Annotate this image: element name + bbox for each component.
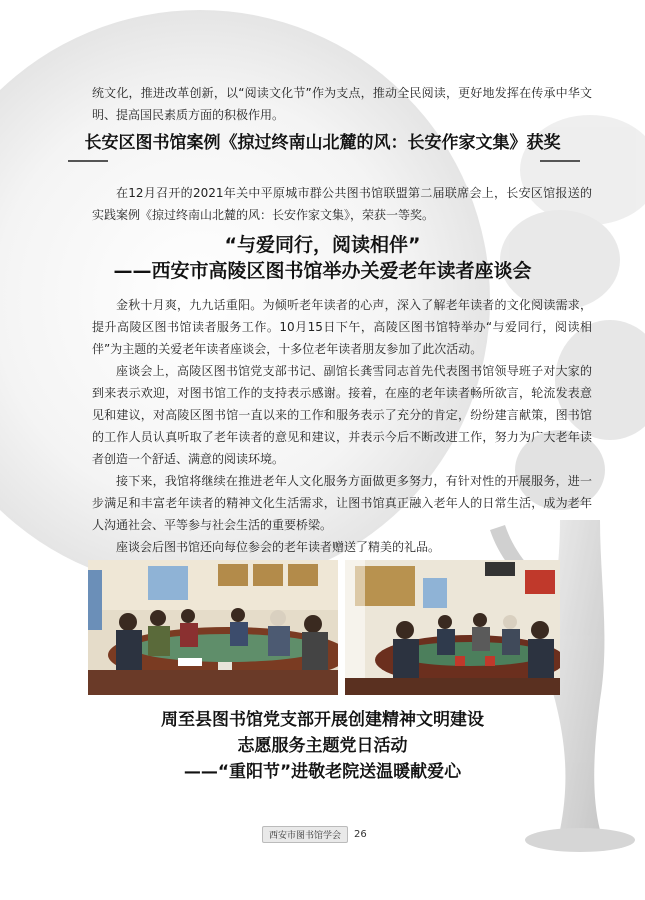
footer-publication: 西安市图书馆学会 [262, 826, 348, 843]
page-number: 26 [354, 828, 367, 840]
section2-paragraph-2: 座谈会上，高陵区图书馆党支部书记、副馆长龚雪同志首先代表图书馆领导班子对大家的到来表示欢迎，对图书馆工作的支持表示感谢。接着，在座的老年读者畅所欲言，轮流发表意见和建议，对高陵区图书馆一直以来的工作和服务表示了充分的肯定，纷纷建言献策，图书馆的工作人员认真听取了老年读者的意见和建议，并表示今后不断改进工作，努力为广大老年读者创造一个舒适、满意的阅读环境。 [92, 364, 592, 466]
photo-seminar-left [88, 560, 338, 695]
title-rule-left [68, 160, 108, 162]
title-rule-right [540, 160, 580, 162]
intro-paragraph: 统文化，推进改革创新，以“阅读文化节”作为支点，推动全民阅读，更好地发挥在传承中华文明、提高国民素质方面的积极作用。 [92, 86, 592, 122]
photo-seminar-right [345, 560, 560, 695]
section3-title-line3: ——“重阳节”进敬老院送温暖献爱心 [183, 762, 462, 782]
page-footer [262, 826, 367, 842]
section2-body [92, 294, 592, 558]
section3-title-line2: 志愿服务主题党日活动 [237, 736, 408, 756]
section1-paragraph: 在12月召开的2021年关中平原城市群公共图书馆联盟第二届联席会上，长安区馆报送的实践案例《掠过终南山北麓的风：长安作家文集》，荣获一等奖。 [92, 186, 592, 222]
section2-paragraph-3: 接下来，我馆将继续在推进老年人文化服务方面做更多努力，有针对性的开展服务，进一步满足和丰富老年读者的精神文化生活需求，让图书馆真正融入老年人的日常生活，成为老年人沟通社会、平等参与社会生活的重要桥梁。 [92, 474, 592, 532]
section2-title-line2: ——西安市高陵区图书馆举办关爱老年读者座谈会 [113, 260, 532, 282]
section2-title-line1: “与爱同行，阅读相伴” [224, 234, 421, 256]
section3-title-line1: 周至县图书馆党支部开展创建精神文明建设 [161, 710, 484, 730]
section1-title: 长安区图书馆案例《掠过终南山北麓的风：长安作家文集》获奖 [84, 133, 561, 153]
section2-paragraph-1: 金秋十月爽，九九话重阳。为倾听老年读者的心声，深入了解老年读者的文化阅读需求，提升高陵区图书馆读者服务工作。10月15日下午，高陵区图书馆特举办“与爱同行，阅读相伴”为主题的关爱老年读者座谈会，十多位老年读者朋友参加了此次活动。 [92, 298, 592, 356]
section2-paragraph-4: 座谈会后图书馆还向每位参会的老年读者赠送了精美的礼品。 [116, 540, 441, 554]
